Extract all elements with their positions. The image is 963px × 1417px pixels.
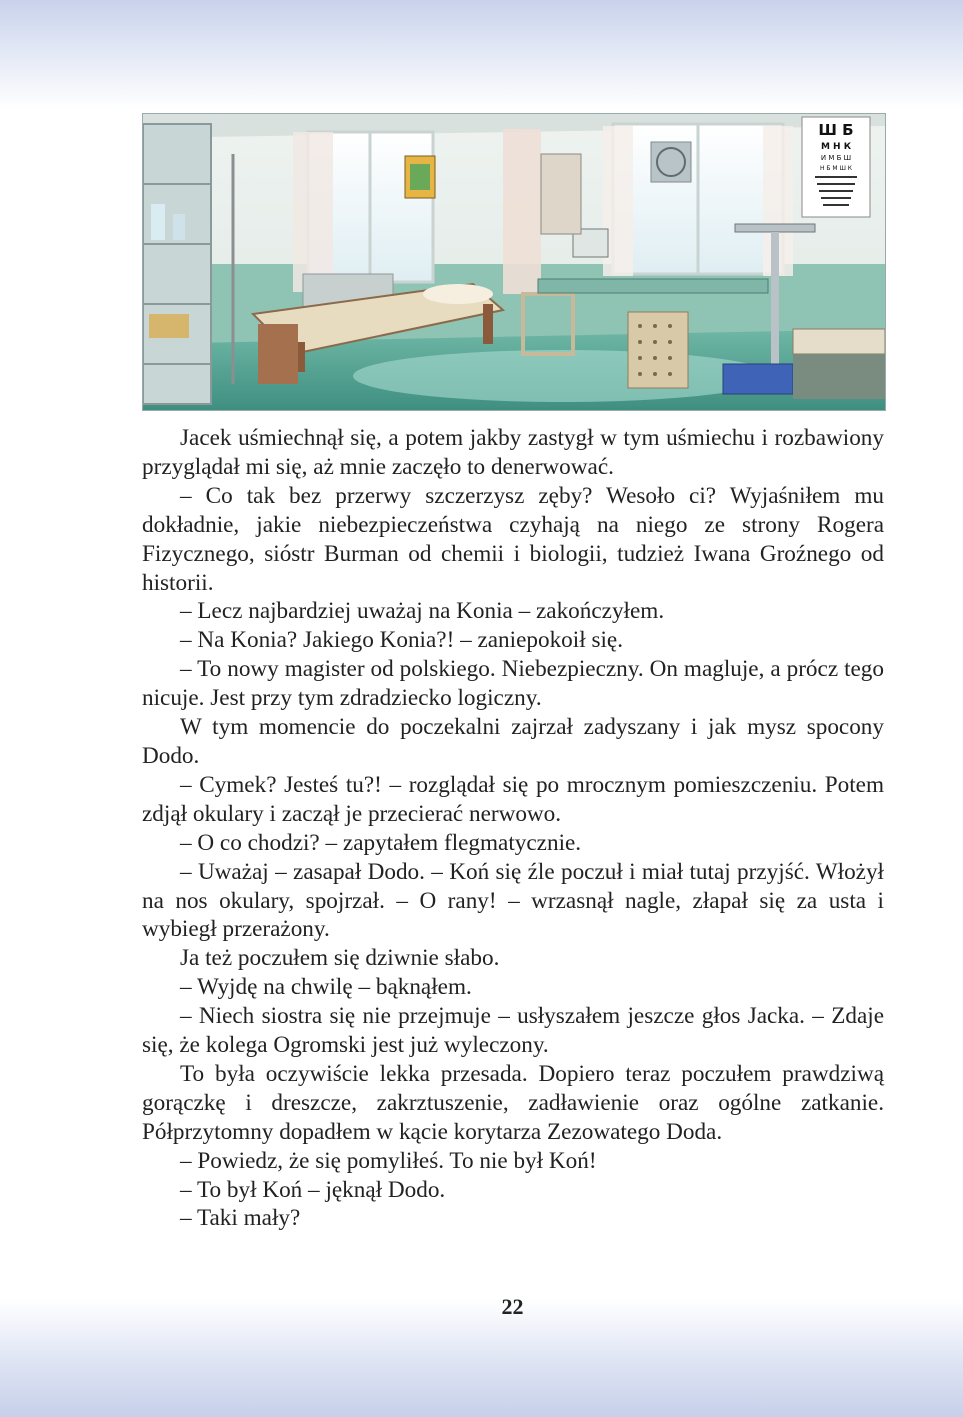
paragraph: – To nowy magister od polskiego. Niebezpieczny. On magluje, a prócz tego nicuje. Jest przy tym zdradziecko logiczny. [142, 656, 884, 712]
paragraph: – O co chodzi? – zapytałem flegmatycznie. [180, 829, 582, 856]
paragraph: To była oczywiście lekka przesada. Dopiero teraz poczułem prawdziwą gorączkę i dreszcze, zakrztuszenie, zadławienie oraz ogólne zatkanie. Półprzytomny dopadłem w kącie korytarza Zezowatego Doda. [142, 1060, 884, 1145]
page-header-band [0, 0, 963, 110]
eye-chart-row-3: И М Б Ш [820, 154, 852, 162]
paragraph: W tym momencie do poczekalni zajrzał zadyszany i jak mysz spocony Dodo. [142, 714, 884, 769]
paragraph: – Uważaj – zasapał Dodo. – Koń się źle poczuł i miał tutaj przyjść. Włożył na nos okulary, spojrzał. – O rany! – wrzasnął nagle, złapał się za usta i wybiegł przerażony. [142, 858, 884, 943]
paragraph: – Wyjdę na chwilę – bąknąłem. [180, 974, 472, 1001]
paragraph: – Niech siostra się nie przejmuje – usłyszałem jeszcze głos Jacka. – Zdaje się, że kolega Ogromski jest już wyleczony. [142, 1003, 884, 1059]
paragraph: – Taki mały? [180, 1205, 301, 1232]
paragraph: – Powiedz, że się pomyliłeś. To nie był Koń! [180, 1147, 597, 1174]
page-number: 22 [501, 1294, 524, 1319]
paragraph: Jacek uśmiechnął się, a potem jakby zastygł w tym uśmiechu i rozbawiony przyglądał mi się, aż mnie zaczęło to denerwować. [142, 425, 884, 480]
story-text [142, 424, 884, 1233]
paragraph: – Cymek? Jesteś tu?! – rozglądał się po mrocznym pomieszczeniu. Potem zdjął okulary i zaczął je przecierać nerwowo. [142, 771, 884, 827]
paragraph: – Lecz najbardziej uważaj na Konia – zakończyłem. [180, 598, 665, 625]
paragraph: – Co tak bez przerwy szczerzysz zęby? Wesoło ci? Wyjaśniłem mu dokładnie, jakie niebezpieczeństwa czyhają na niego ze strony Rogera Fizycznego, sióstr Burman od chemii i biologii, tudzież Iwana Groźnego od historii. [142, 482, 884, 596]
clinic-illustration [142, 113, 886, 411]
paragraph: – To był Koń – jęknął Dodo. [180, 1176, 446, 1203]
eye-chart-row-1: Ш Б [818, 121, 854, 139]
school-nurse-office-image [143, 114, 885, 410]
eye-chart-row-4: Н Б М Ш К [819, 165, 853, 172]
paragraph: – Na Konia? Jakiego Konia?! – zaniepokoił się. [180, 627, 623, 654]
eye-chart-row-2: М Н К [820, 142, 852, 152]
paragraph: Ja też poczułem się dziwnie słabo. [180, 945, 500, 972]
